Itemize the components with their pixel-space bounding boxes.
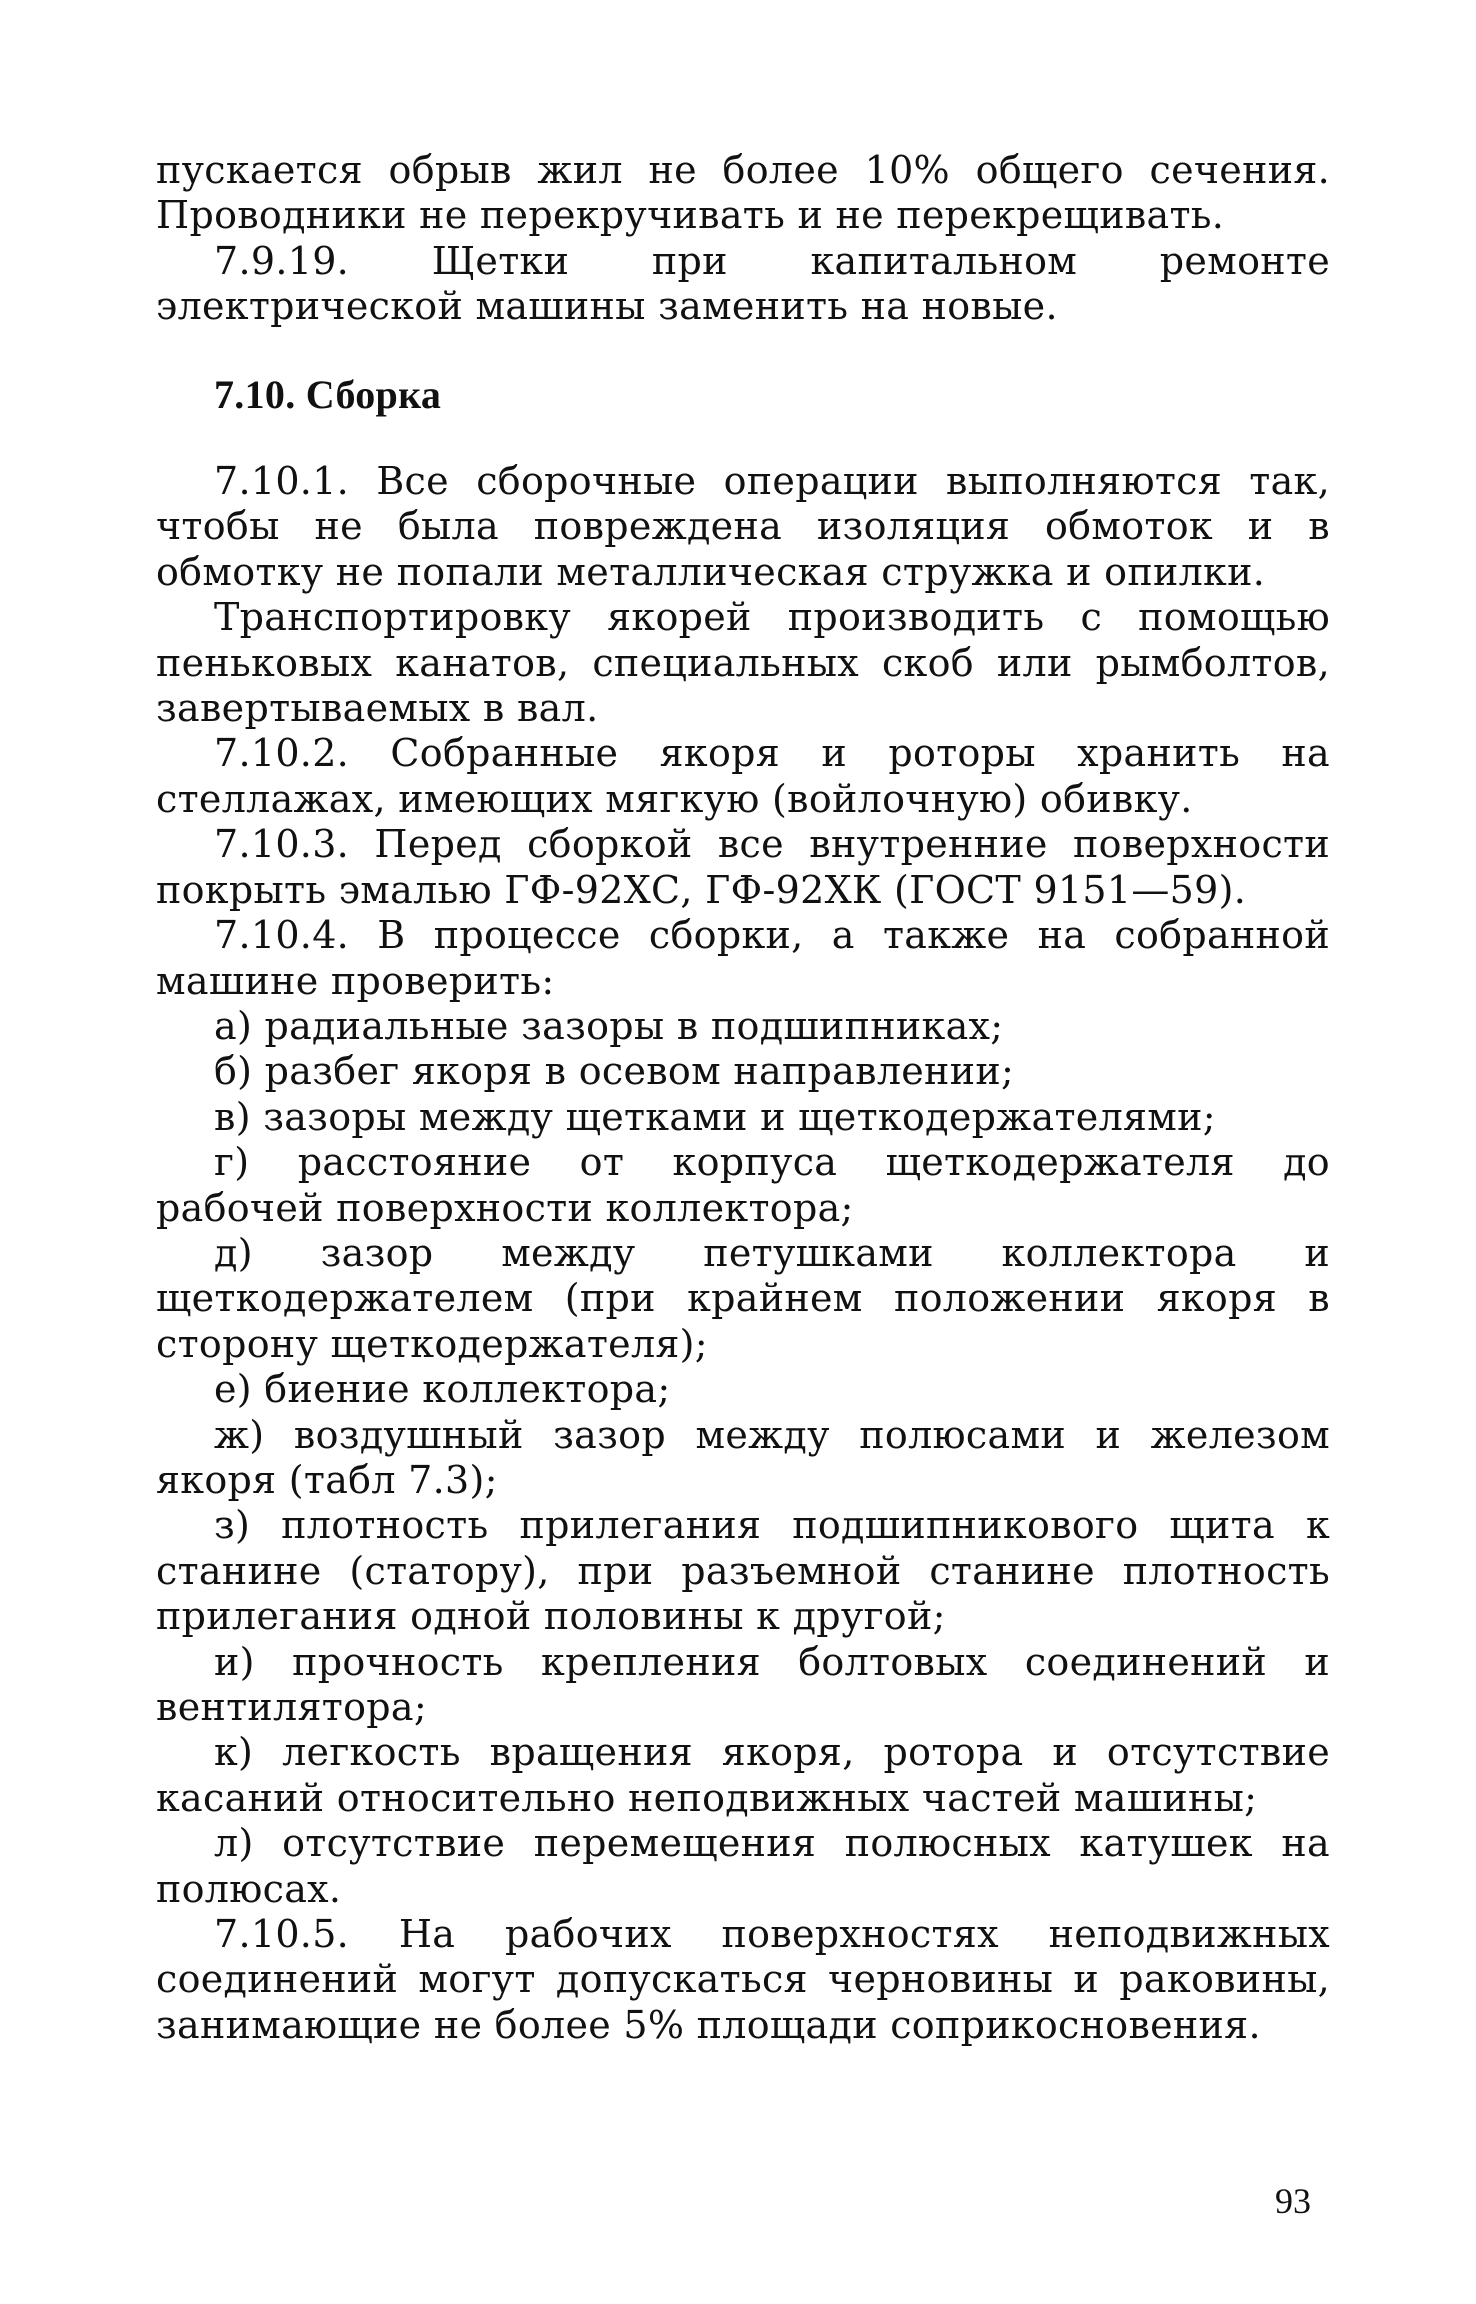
paragraph-7-9-19: 7.9.19. Щетки при капитальном ремонте электрической машины заменить на новые. [156, 238, 1330, 329]
paragraph-item: г) расстояние от корпуса щеткодержателя до рабочей поверхности коллектора; [156, 1140, 1330, 1230]
body-text [156, 148, 1330, 2048]
paragraph-item: л) отсутствие перемещения полюсных катушек на полюсах. [156, 1821, 1330, 1911]
section-body [156, 459, 1330, 2048]
paragraph-item: е) биение коллектора; [214, 1367, 671, 1412]
paragraph-item: ж) воздушный зазор между полюсами и железом якоря (табл 7.3); [156, 1412, 1330, 1502]
page-number: 93 [1275, 2181, 1311, 2221]
paragraph-item: д) зазор между петушками коллектора и щеткодержателем (при крайнем положении якоря в сторону щеткодержателя); [156, 1230, 1330, 1366]
paragraph-item: з) плотность прилегания подшипникового щита к станине (статору), при разъемной станине плотность прилегания одной половины к другой; [156, 1503, 1330, 1639]
paragraph-item: в) зазоры между щетками и щеткодержателями; [214, 1094, 1216, 1139]
paragraph-item: 7.10.2. Собранные якоря и роторы хранить на стеллажах, имеющих мягкую (войлочную) обивку. [156, 731, 1330, 821]
section-heading: 7.10. Сборка [214, 371, 442, 417]
paragraph-item: 7.10.1. Все сборочные операции выполняются так, чтобы не была повреждена изоляция обмоток и в обмотку не попали металлическая стружка и опилки. [156, 459, 1330, 594]
paragraph-item: к) легкость вращения якоря, ротора и отсутствие касаний относительно неподвижных частей машины; [156, 1730, 1330, 1820]
paragraph-item: Транспортировку якорей производить с помощью пеньковых канатов, специальных скоб или рымболтов, завертываемых в вал. [156, 595, 1330, 731]
paragraph-item: и) прочность крепления болтовых соединений и вентилятора; [156, 1639, 1330, 1729]
paragraph-item: а) радиальные зазоры в подшипниках; [214, 1003, 1004, 1048]
paragraph-item: 7.10.4. В процессе сборки, а также на собранной машине проверить: [156, 913, 1330, 1003]
paragraph-item: 7.10.5. На рабочих поверхностях неподвижных соединений могут допускаться черновины и раковины, занимающие не более 5% площади соприкосновения. [156, 1912, 1330, 2047]
paragraph-item: 7.10.3. Перед сборкой все внутренние поверхности покрыть эмалью ГФ-92ХС, ГФ-92ХК (ГОСТ 9151—59). [156, 822, 1330, 912]
paragraph-continuation: пускается обрыв жил не более 10% общего сечения. Проводники не перекручивать и не перекрещивать. [156, 148, 1330, 238]
paragraph-item: б) разбег якоря в осевом направлении; [214, 1049, 1015, 1094]
